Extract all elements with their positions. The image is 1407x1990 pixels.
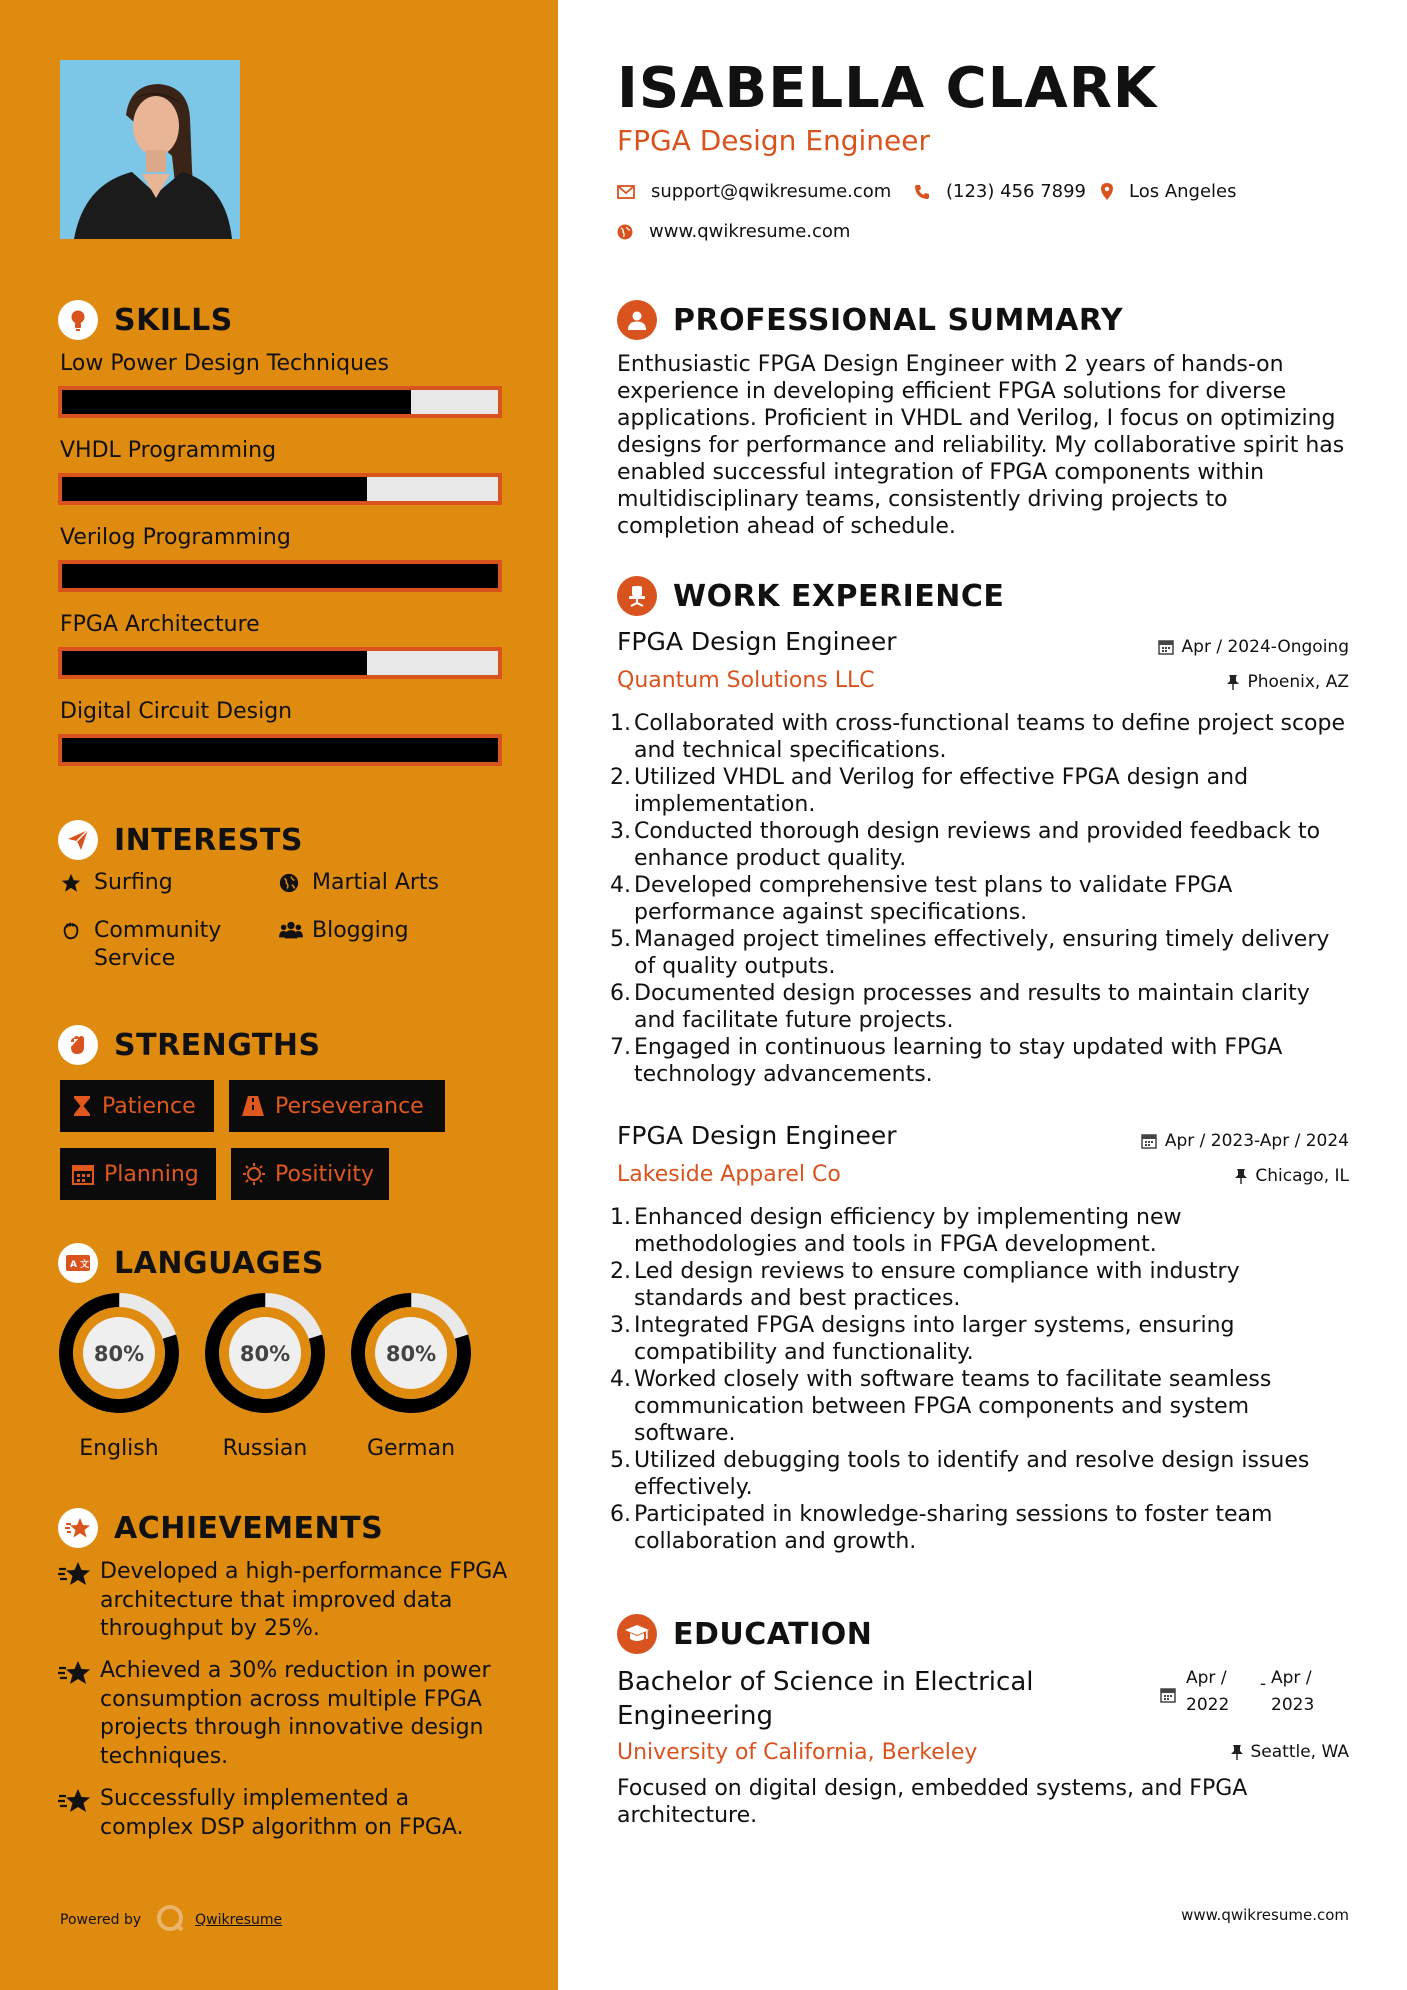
interest-label: Community Service — [94, 918, 222, 971]
calendar-icon — [72, 1163, 94, 1185]
summary-title: PROFESSIONAL SUMMARY — [673, 302, 1124, 338]
powered-by-label: Powered by — [60, 1912, 142, 1928]
phone-text: (123) 456 7899 — [946, 181, 1087, 202]
globe-icon — [617, 224, 633, 240]
achievement-text: Developed a high-performance FPGA architecture that improved data throughput by 25%. — [100, 1559, 508, 1641]
strengths-title: STRENGTHS — [114, 1027, 321, 1063]
list-item: 7. Engaged in continuous learning to stay updated with FPGA technology advancements. — [610, 1035, 1283, 1087]
strength-label: Perseverance — [275, 1093, 424, 1119]
list-item: 6. Participated in knowledge-sharing sessions to foster team collaboration and growth. — [610, 1502, 1273, 1554]
education-degree: Bachelor of Science in Electrical Engineering — [617, 1667, 1034, 1731]
hand-icon — [60, 917, 88, 945]
job-company: Lakeside Apparel Co — [617, 1162, 841, 1187]
education-section-header — [617, 1614, 872, 1654]
skill-label: Low Power Design Techniques — [60, 351, 390, 376]
job-location-text: Phoenix, AZ — [1247, 672, 1349, 692]
list-item: 4. Developed comprehensive test plans to validate FPGA performance against specifications. — [610, 873, 1233, 925]
skill-bar — [58, 734, 502, 766]
job-title: FPGA Design Engineer — [617, 627, 897, 656]
interests-section-header — [58, 820, 303, 860]
interest-item — [60, 917, 260, 973]
svg-text:A: A — [70, 1260, 77, 1270]
email-text: support@qwikresume.com — [651, 181, 892, 202]
contact-location — [1101, 181, 1237, 202]
pushpin-icon — [1227, 674, 1239, 690]
skill-label: Digital Circuit Design — [60, 699, 293, 724]
strength-label: Patience — [102, 1093, 196, 1119]
education-school: University of California, Berkeley — [617, 1740, 978, 1765]
achievement-star-icon — [58, 1785, 92, 1819]
calendar-icon — [1160, 1685, 1176, 1712]
job-dates — [1141, 1131, 1349, 1151]
interest-item — [60, 869, 173, 897]
hourglass-icon — [72, 1095, 92, 1117]
list-item: 2. Utilized VHDL and Verilog for effective FPGA design and implementation. — [610, 765, 1249, 817]
fist-icon — [58, 1025, 98, 1065]
calendar-icon — [1158, 639, 1174, 655]
list-item: 1. Enhanced design efficiency by implementing new methodologies and tools in FPGA development. — [610, 1205, 1182, 1257]
globe-icon — [278, 869, 306, 897]
candidate-role: FPGA Design Engineer — [617, 124, 931, 157]
achievement-item — [58, 1657, 508, 1771]
job-title: FPGA Design Engineer — [617, 1121, 897, 1150]
interest-label: Surfing — [94, 870, 173, 895]
language-name: English — [79, 1436, 159, 1461]
date-separator: - — [1260, 1674, 1267, 1694]
job-bullets — [610, 710, 1350, 1088]
powered-by — [60, 1903, 282, 1937]
achievements-section-header — [58, 1508, 383, 1548]
strengths-section-header — [58, 1025, 321, 1065]
job-location — [1227, 672, 1349, 692]
education-location-text: Seattle, WA — [1250, 1742, 1349, 1762]
graduation-cap-icon — [617, 1614, 657, 1654]
calendar-icon — [1141, 1133, 1157, 1149]
job-bullets — [610, 1204, 1350, 1555]
education-date-start: Apr / 2022 — [1186, 1668, 1230, 1715]
job-location — [1235, 1166, 1349, 1186]
job-dates-text: Apr / 2024-Ongoing — [1181, 637, 1349, 657]
contact-website[interactable] — [617, 221, 850, 242]
pushpin-icon — [1235, 1168, 1247, 1184]
job-dates-text: Apr / 2023-Apr / 2024 — [1164, 1131, 1349, 1151]
language-progress-ring — [350, 1292, 472, 1414]
envelope-icon — [617, 185, 635, 199]
list-item: 4. Worked closely with software teams to facilitate seamless communication between FPGA components and system software. — [610, 1367, 1272, 1446]
skill-bar — [58, 386, 502, 418]
achievement-text: Successfully implemented a complex DSP algorithm on FPGA. — [100, 1786, 464, 1840]
experience-section-header — [617, 576, 1004, 616]
strength-label: Planning — [104, 1161, 199, 1187]
skill-bar-fill — [62, 738, 498, 762]
achievement-star-icon — [58, 1657, 92, 1691]
education-title: EDUCATION — [673, 1616, 873, 1652]
achievement-text: Achieved a 30% reduction in power consumption across multiple FPGA projects through innovative design techniques. — [100, 1658, 491, 1769]
education-location — [1231, 1742, 1350, 1762]
language-item — [350, 1292, 472, 1461]
summary-section-header — [617, 300, 1123, 340]
skill-label: FPGA Architecture — [60, 612, 260, 637]
achievement-star-icon — [58, 1508, 98, 1548]
language-icon — [58, 1243, 98, 1283]
achievement-star-icon — [58, 1558, 92, 1592]
achievement-item — [58, 1558, 508, 1644]
star-icon — [60, 869, 88, 897]
profile-photo — [60, 60, 240, 239]
contact-email[interactable] — [617, 181, 891, 202]
skill-label: Verilog Programming — [60, 525, 291, 550]
interests-title: INTERESTS — [114, 822, 303, 858]
list-item: 1. Collaborated with cross-functional teams to define project scope and technical specifications. — [610, 711, 1346, 763]
interest-label: Martial Arts — [312, 870, 440, 895]
qwikresume-link[interactable]: Qwikresume — [195, 1912, 283, 1928]
skills-section-header — [58, 300, 233, 340]
experience-title: WORK EXPERIENCE — [673, 578, 1005, 614]
qwikresume-logo-icon — [155, 1903, 185, 1937]
list-item: 3. Integrated FPGA designs into larger systems, ensuring compatibility and functionality. — [610, 1313, 1235, 1365]
list-item: 6. Documented design processes and results to maintain clarity and facilitate future projects. — [610, 981, 1310, 1033]
candidate-name: ISABELLA CLARK — [617, 56, 1158, 121]
achievement-item — [58, 1785, 508, 1842]
skill-bar — [58, 560, 502, 592]
list-item: 3. Conducted thorough design reviews and provided feedback to enhance product quality. — [610, 819, 1321, 871]
strength-badge — [60, 1148, 216, 1200]
skills-title: SKILLS — [114, 302, 233, 338]
pushpin-icon — [1231, 1744, 1243, 1760]
skill-bar — [58, 647, 502, 679]
language-percent: 80% — [93, 1342, 145, 1366]
language-item — [58, 1292, 180, 1461]
contact-phone[interactable] — [914, 181, 1086, 202]
skill-bar-fill — [62, 564, 498, 588]
interest-label: Blogging — [312, 918, 409, 943]
language-percent: 80% — [385, 1342, 437, 1366]
languages-section-header — [58, 1243, 324, 1283]
svg-text:文: 文 — [80, 1260, 90, 1270]
footer-url[interactable]: www.qwikresume.com — [1181, 1906, 1349, 1924]
road-icon — [241, 1095, 265, 1117]
sidebar — [0, 0, 558, 1990]
job-dates — [1158, 637, 1349, 657]
education-date-end: Apr / 2023 — [1271, 1668, 1315, 1715]
strength-badge — [231, 1148, 389, 1200]
education-description: Focused on digital design, embedded systems, and FPGA architecture. — [617, 1776, 1248, 1828]
skill-bar — [58, 473, 502, 505]
language-progress-ring — [204, 1292, 326, 1414]
website-text: www.qwikresume.com — [649, 221, 851, 242]
strength-badge — [229, 1080, 445, 1132]
strength-badge — [60, 1080, 214, 1132]
interest-item — [278, 869, 439, 897]
language-percent: 80% — [239, 1342, 291, 1366]
summary-text: Enthusiastic FPGA Design Engineer with 2 years of hands-on experience in developing efficient FPGA solutions for diverse applications. Proficient in VHDL and Verilog, I focus on optimizing designs for performance and reliability. My collaborative spirit has enabled successful integration of FPGA components within multidisciplinary teams, consistently driving projects to completion ahead of schedule. — [617, 352, 1345, 539]
list-item: 5. Utilized debugging tools to identify and resolve design issues effectively. — [610, 1448, 1310, 1500]
job-location-text: Chicago, IL — [1255, 1166, 1349, 1186]
list-item: 2. Led design reviews to ensure compliance with industry standards and best practices. — [610, 1259, 1240, 1311]
skill-label: VHDL Programming — [60, 438, 277, 463]
interest-item — [278, 917, 409, 945]
users-icon — [278, 917, 306, 945]
location-text: Los Angeles — [1129, 181, 1237, 202]
paper-plane-icon — [58, 820, 98, 860]
strength-label: Positivity — [275, 1161, 375, 1187]
language-progress-ring — [58, 1292, 180, 1414]
achievements-title: ACHIEVEMENTS — [114, 1510, 384, 1546]
language-item — [204, 1292, 326, 1461]
job-company: Quantum Solutions LLC — [617, 668, 875, 693]
skill-bar-fill — [62, 390, 411, 414]
phone-icon — [914, 184, 930, 200]
sun-icon — [243, 1163, 265, 1185]
map-pin-icon — [1101, 183, 1113, 200]
language-name: German — [366, 1436, 456, 1461]
list-item: 5. Managed project timelines effectively, ensuring timely delivery of quality outputs. — [610, 927, 1330, 979]
skill-bar-fill — [62, 651, 367, 675]
languages-title: LANGUAGES — [114, 1245, 324, 1281]
language-name: Russian — [222, 1436, 308, 1461]
lightbulb-icon — [58, 300, 98, 340]
office-chair-icon — [617, 576, 657, 616]
user-icon — [617, 300, 657, 340]
skill-bar-fill — [62, 477, 367, 501]
